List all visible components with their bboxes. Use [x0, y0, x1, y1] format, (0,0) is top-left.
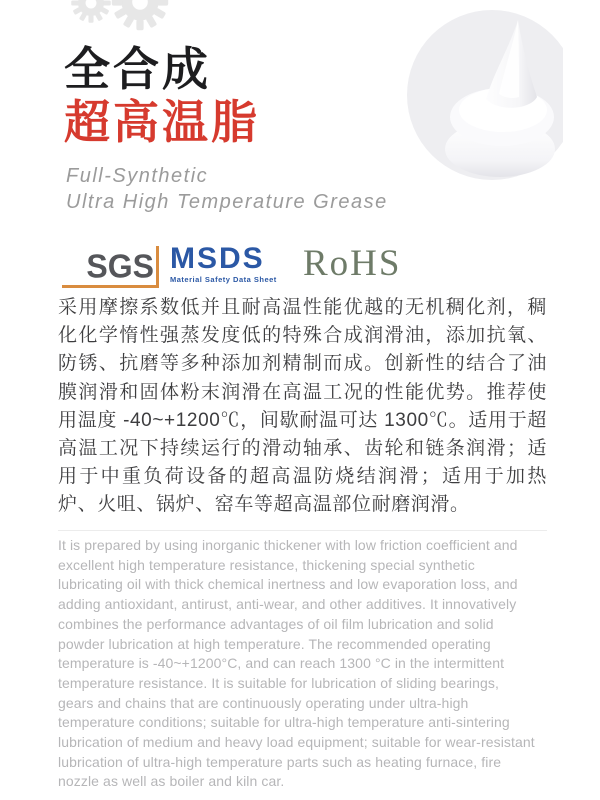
certification-logos [58, 242, 478, 292]
subtitle-en-line2: Ultra High Temperature Grease [66, 191, 388, 213]
msds-logo-text: MSDS [170, 242, 265, 275]
msds-logo-subtitle: Material Safety Data Sheet [170, 275, 277, 284]
description-english: It is prepared by using inorganic thickener with low friction coefficient and excellent high temperature resistance, thickening special synthetic lubricating oil with thick chemical inertness and low evaporation loss, and adding antioxidant, antirust, anti-wear, and other additives. It innovatively combines the performance advantages of oil film lubrication and solid powder lubrication at high temperature. The recommended operating temperature is -40~+1200°C, and can reach 1300 °C in the intermittent temperature resistance. It is suitable for lubrication of sliding bearings, gears and chains that are continuously operating under ultra-high temperature conditions; suitable for ultra-high temperature anti-sintering lubrication of medium and heavy load equipment; suitable for wear-resistant lubrication of ultra-high temperature parts such as heating furnace, fire nozzle as well as boiler and kiln car. [58, 537, 535, 790]
rohs-logo [303, 242, 401, 286]
title-cn-line2: 超高温脂 [64, 96, 260, 148]
page-subtitle [66, 163, 388, 215]
section-divider [58, 530, 547, 531]
page-title [64, 42, 260, 148]
msds-logo [170, 243, 290, 284]
rohs-logo-text: RoHS [303, 243, 402, 284]
grease-dollop-image [407, 10, 563, 180]
sgs-logo [62, 246, 159, 288]
sgs-logo-vertical-line [156, 246, 159, 288]
sgs-logo-text: SGS [86, 247, 154, 285]
title-cn-line1: 全合成 [64, 43, 211, 95]
sgs-logo-underline [62, 285, 159, 288]
description-chinese: 采用摩擦系数低并且耐高温性能优越的无机稠化剂，稠化化学惰性强蒸发度低的特殊合成润滑油，添加抗氧、防锈、抗磨等多种添加剂精制而成。创新性的结合了油膜润滑和固体粉末润滑在高温工况的性能优势。推荐使用温度 -40~+1200℃，间歇耐温可达 1300℃。适用于超高温工况下持续运行的滑动轴承、齿轮和链条润滑；适用于中重负荷设备的超高温防烧结润滑；适用于加热炉、火咀、锅炉、窑车等超高温部位耐磨润滑。 [58, 297, 547, 516]
subtitle-en-line1: Full-Synthetic [66, 165, 209, 187]
product-photo [407, 10, 563, 180]
